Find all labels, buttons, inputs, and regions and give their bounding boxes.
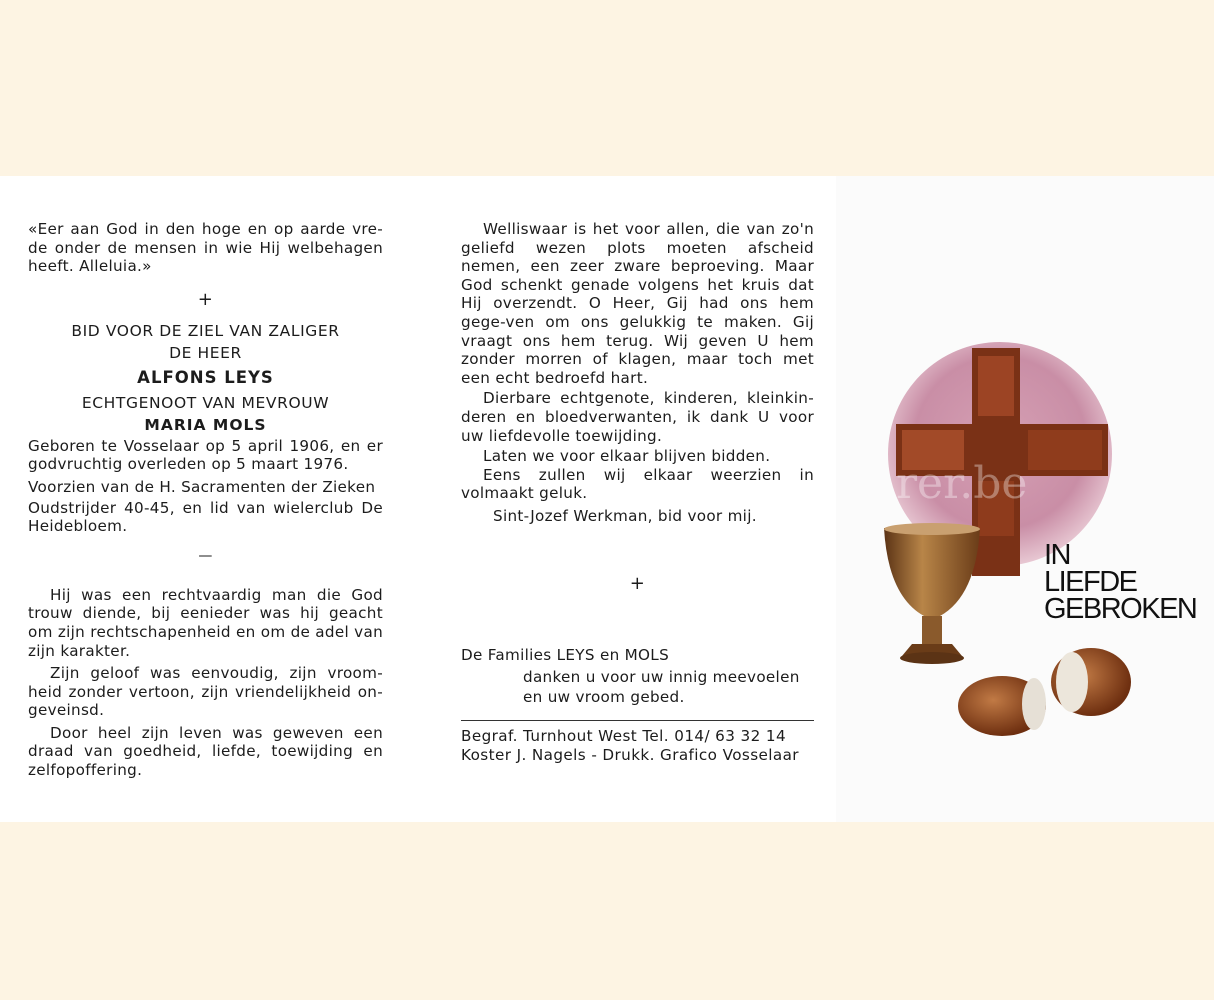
middle-panel <box>461 220 814 764</box>
families-line: De Families LEYS en MOLS <box>461 645 670 664</box>
cover-title <box>1044 539 1197 625</box>
deceased-name: ALFONS LEYS <box>137 367 274 387</box>
chalice-icon <box>884 523 980 664</box>
tribute-paragraph-1: Hij was een rechtvaardig man die God trouw diende, bij eenieder was hij geacht om zijn rechtschapenheid en om de adel van zijn karakter. <box>28 585 383 660</box>
gloria-quote: «Eer aan God in den hoge en op aarde vre-de onder de mensen in wie Hij welbehagen heeft. Alleluia.» <box>28 220 383 276</box>
footer-divider <box>461 720 814 721</box>
farewell-paragraph: Welliswaar is het voor allen, die van zo'n geliefd wezen plots moeten afscheid nemen, een zeer zware beproeving. Maar God schenkt genade volgens het kruis dat Hij overzendt. O Heer, Gij had ons hem gege-ven om ons gelukkig te maken. Gij vraagt ons hem terug. Wij geven U hem zonder morren of klagen, maar toch met een echt bedroefd hart. <box>461 220 814 387</box>
thanks-line-1: danken u voor uw innig meevoelen <box>523 668 800 687</box>
cover-panel <box>836 176 1214 822</box>
cover-title-line-3: GEBROKEN <box>1044 593 1197 625</box>
veteran-club-text: Oudstrijder 40-45, en lid van wielerclub De Heidebloem. <box>28 498 383 536</box>
left-panel <box>28 220 383 780</box>
memorial-card <box>0 176 1214 822</box>
thanks-family-paragraph: Dierbare echtgenote, kinderen, kleinkin-deren en bloedverwanten, ik dank U voor uw liefdevolle toewijding. <box>461 389 814 445</box>
broken-bread-icon <box>958 648 1131 736</box>
separator-dash: — <box>198 547 213 564</box>
tribute-paragraph-2: Zijn geloof was eenvoudig, zijn vroom-heid zonder vertoon, zijn vriendelijkheid on-geveinsd. <box>28 664 383 720</box>
thanks-line-2: en uw vroom gebed. <box>523 687 685 706</box>
birth-death-text: Geboren te Vosselaar op 5 april 1906, en er godvruchtig overleden op 5 maart 1976. <box>28 436 383 474</box>
chalice-cross-bread-illustration <box>836 176 1214 822</box>
cross-symbol: + <box>197 288 214 310</box>
cover-title-line-1: IN <box>1044 539 1070 571</box>
pray-line: BID VOOR DE ZIEL VAN ZALIGER <box>71 321 340 340</box>
tribute-paragraph-3: Door heel zijn leven was geweven een draad van goedheid, liefde, toewijding en zelfopoffering. <box>28 723 383 780</box>
pray-together-line: Laten we voor elkaar blijven bidden. <box>483 447 771 466</box>
cross-symbol-2: + <box>629 572 646 594</box>
cover-title-line-2: LIEFDE <box>1044 566 1137 598</box>
printer-credit: Koster J. Nagels - Drukk. Grafico Vosselaar <box>461 745 799 764</box>
title-line: DE HEER <box>169 344 242 363</box>
watermark-text: rer.be <box>896 458 1028 509</box>
saint-prayer: Sint-Jozef Werkman, bid voor mij. <box>493 506 757 525</box>
sacraments-text: Voorzien van de H. Sacramenten der Zieken <box>28 477 376 496</box>
spouse-name: MARIA MOLS <box>144 416 267 435</box>
reunion-line: Eens zullen wij elkaar weerzien in volmaakt geluk. <box>461 465 814 503</box>
spouse-line: ECHTGENOOT VAN MEVROUW <box>81 393 330 412</box>
funeral-contact: Begraf. Turnhout West Tel. 014/ 63 32 14 <box>461 727 787 746</box>
